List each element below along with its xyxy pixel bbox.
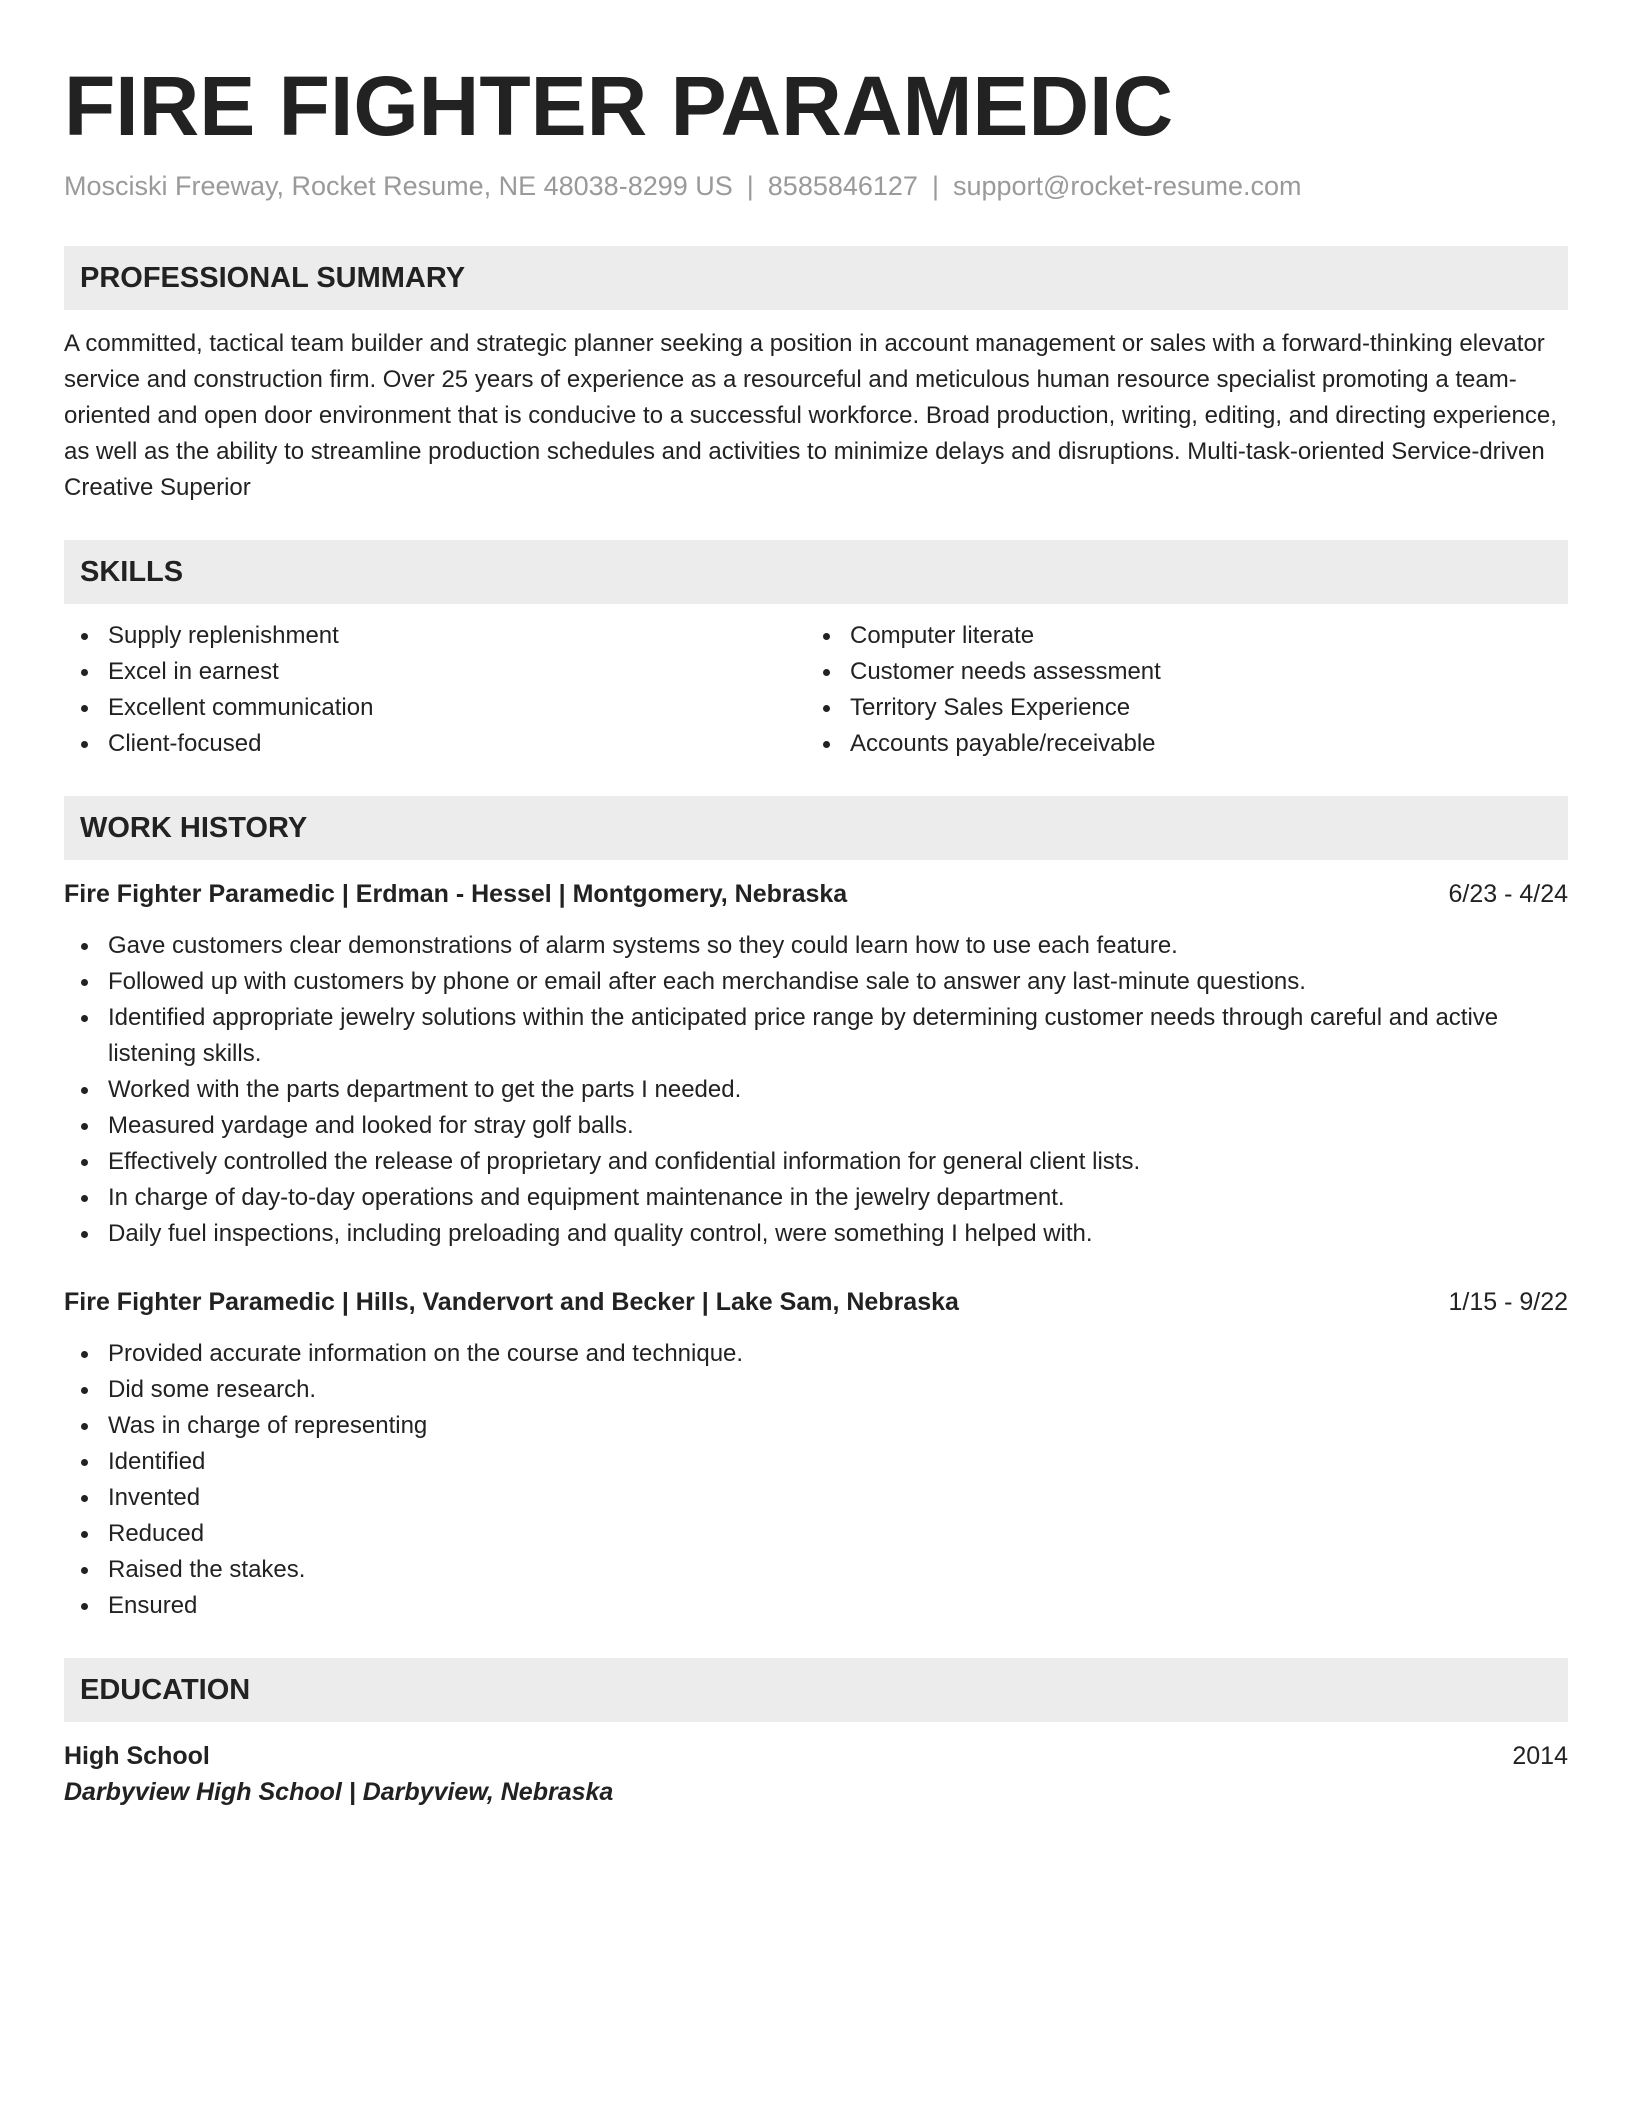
resume-page <box>64 56 1568 1810</box>
skill-item: Client-focused <box>64 726 806 762</box>
job-dates: 1/15 - 9/22 <box>1448 1288 1568 1316</box>
skill-item: Territory Sales Experience <box>806 690 1548 726</box>
job-title: Fire Fighter Paramedic | Hills, Vandervort and Becker | Lake Sam, Nebraska <box>64 1288 959 1316</box>
job-dates: 6/23 - 4/24 <box>1448 880 1568 908</box>
summary-section <box>64 246 1568 506</box>
skill-item: Customer needs assessment <box>806 654 1548 690</box>
job-header <box>64 1284 1568 1320</box>
job-duty: Measured yardage and looked for stray golf balls. <box>64 1108 1568 1144</box>
work-history-heading: WORK HISTORY <box>64 796 1568 860</box>
summary-heading: PROFESSIONAL SUMMARY <box>64 246 1568 310</box>
education-year: 2014 <box>1512 1742 1568 1770</box>
contact-email: support@rocket-resume.com <box>952 171 1302 201</box>
contact-line <box>64 168 1568 204</box>
job-duty: Was in charge of representing <box>64 1408 1568 1444</box>
job-duty: Effectively controlled the release of proprietary and confidential information for general client lists. <box>64 1144 1568 1180</box>
education-heading: EDUCATION <box>64 1658 1568 1722</box>
skill-item: Computer literate <box>806 618 1548 654</box>
job-duty: Did some research. <box>64 1372 1568 1408</box>
job-duty: Ensured <box>64 1588 1568 1624</box>
job-duty: Identified <box>64 1444 1568 1480</box>
skill-item: Supply replenishment <box>64 618 806 654</box>
education-entry <box>64 1738 1568 1810</box>
education-degree: High School <box>64 1742 210 1770</box>
job-duty: Worked with the parts department to get the parts I needed. <box>64 1072 1568 1108</box>
job-duties <box>64 928 1568 1252</box>
education-section <box>64 1658 1568 1810</box>
job-duty: Gave customers clear demonstrations of alarm systems so they could learn how to use each feature. <box>64 928 1568 964</box>
contact-separator: | <box>931 171 939 201</box>
skill-item: Excel in earnest <box>64 654 806 690</box>
education-header <box>64 1738 1568 1774</box>
job-duty: Raised the stakes. <box>64 1552 1568 1588</box>
skills-section <box>64 540 1568 762</box>
job-duty: Followed up with customers by phone or email after each merchandise sale to answer any last-minute questions. <box>64 964 1568 1000</box>
skills-list-left <box>64 618 806 762</box>
skills-heading: SKILLS <box>64 540 1568 604</box>
job-duties <box>64 1336 1568 1624</box>
contact-address: Mosciski Freeway, Rocket Resume, NE 48038-8299 US <box>64 171 733 201</box>
candidate-name: FIRE FIGHTER PARAMEDIC <box>64 59 1174 153</box>
job-duty: Reduced <box>64 1516 1568 1552</box>
job-duty: Daily fuel inspections, including preloading and quality control, were something I helped with. <box>64 1216 1568 1252</box>
job-duty: Invented <box>64 1480 1568 1516</box>
skills-list-right <box>806 618 1548 762</box>
contact-separator: | <box>746 171 754 201</box>
skill-item: Accounts payable/receivable <box>806 726 1548 762</box>
job-duty: In charge of day-to-day operations and equipment maintenance in the jewelry department. <box>64 1180 1568 1216</box>
education-school: Darbyview High School | Darbyview, Nebraska <box>64 1778 614 1806</box>
job-header <box>64 876 1568 912</box>
job-entry <box>64 1284 1568 1624</box>
job-duty: Identified appropriate jewelry solutions within the anticipated price range by determining customer needs through careful and active listening skills. <box>64 1000 1568 1072</box>
job-duty: Provided accurate information on the course and technique. <box>64 1336 1568 1372</box>
skills-grid <box>64 618 1568 762</box>
skill-item: Excellent communication <box>64 690 806 726</box>
work-history-section <box>64 796 1568 1624</box>
summary-text: A committed, tactical team builder and strategic planner seeking a position in account management or sales with a forward-thinking elevator service and construction firm. Over 25 years of experience as a resourceful and meticulous human resource specialist promoting a team-oriented and open door environment that is conducive to a successful workforce. Broad production, writing, editing, and directing experience, as well as the ability to streamline production schedules and activities to minimize delays and disruptions. Multi-task-oriented Service-driven Creative Superior <box>64 330 1557 501</box>
job-entry <box>64 876 1568 1252</box>
contact-phone: 8585846127 <box>767 171 918 201</box>
job-title: Fire Fighter Paramedic | Erdman - Hessel | Montgomery, Nebraska <box>64 880 848 908</box>
